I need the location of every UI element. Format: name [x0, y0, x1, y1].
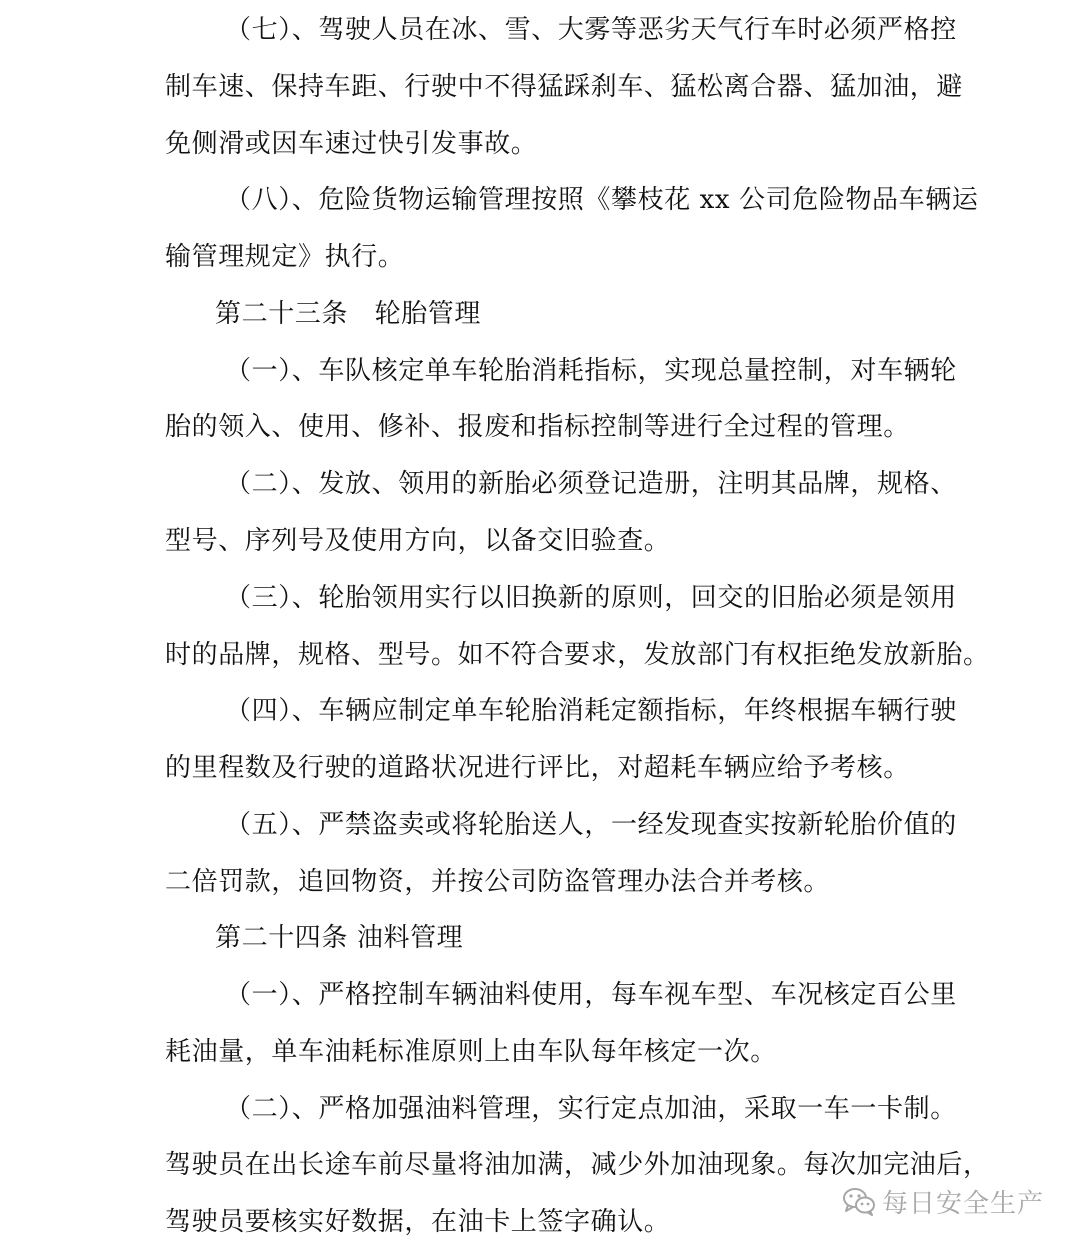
- text-line: 二倍罚款，追回物资，并按公司防盗管理办法合并考核。: [165, 867, 831, 897]
- section-heading: 第二十四条 油料管理: [215, 923, 464, 953]
- text-line: 驾驶员要核实好数据，在油卡上签字确认。: [165, 1207, 671, 1237]
- text-line: （五）、严禁盗卖或将轮胎送人，一经发现查实按新轮胎价值的: [225, 810, 957, 840]
- text-line: （一）、严格控制车辆油料使用，每车视车型、车况核定百公里: [225, 980, 957, 1010]
- text-line: （八）、危险货物运输管理按照《攀枝花 xx 公司危险物品车辆运: [225, 185, 979, 215]
- text-line: 输管理规定》执行。: [165, 242, 405, 272]
- text-line: 耗油量，单车油耗标准原则上由车队每年核定一次。: [165, 1037, 777, 1067]
- text-line: （四）、车辆应制定单车轮胎消耗定额指标，年终根据车辆行驶: [225, 696, 957, 726]
- text-line: （二）、严格加强油料管理，实行定点加油，采取一车一卡制。: [225, 1094, 957, 1124]
- text-line: （二）、发放、领用的新胎必须登记造册，注明其品牌，规格、: [225, 469, 957, 499]
- wechat-icon: [842, 1186, 876, 1216]
- text-line: 驾驶员在出长途车前尽量将油加满，减少外加油现象。每次加完油后，: [165, 1150, 990, 1180]
- text-line: 时的品牌，规格、型号。如不符合要求，发放部门有权拒绝发放新胎。: [165, 640, 990, 670]
- watermark-text: 每日安全生产: [882, 1188, 1045, 1219]
- text-line: 免侧滑或因车速过快引发事故。: [165, 129, 538, 159]
- text-line: （三）、轮胎领用实行以旧换新的原则，回交的旧胎必须是领用: [225, 583, 957, 613]
- text-line: （一）、车队核定单车轮胎消耗指标，实现总量控制，对车辆轮: [225, 356, 957, 386]
- watermark: [842, 1183, 1044, 1219]
- text-line: （七）、驾驶人员在冰、雪、大雾等恶劣天气行车时必须严格控: [225, 15, 957, 45]
- section-heading: 第二十三条 轮胎管理: [215, 299, 482, 329]
- text-line: 型号、序列号及使用方向，以备交旧验查。: [165, 526, 671, 556]
- text-line: 制车速、保持车距、行驶中不得猛踩刹车、猛松离合器、猛加油，避: [165, 72, 964, 102]
- text-line: 胎的领入、使用、修补、报废和指标控制等进行全过程的管理。: [165, 412, 910, 442]
- text-line: 的里程数及行驶的道路状况进行评比，对超耗车辆应给予考核。: [165, 753, 910, 783]
